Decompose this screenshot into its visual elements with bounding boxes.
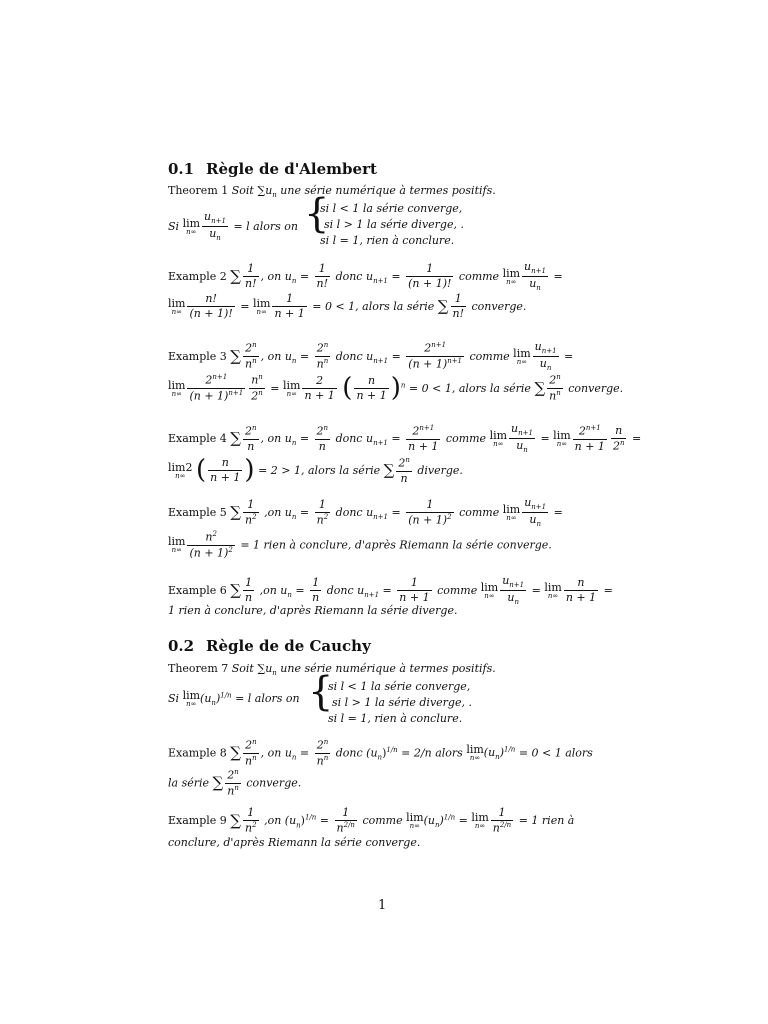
theorem-text: Si [168,219,180,233]
example-label: Example 5 [168,505,227,519]
example-text: = 1 rien à [518,814,575,828]
example-5: Example 5 ∑ $\frac{1}{n^2}$ ,on $u_n$ = $\frac{1}{n^2}$ donc $u_{n+1}$ = $\frac{1}{(n + 1)^2}$ comme lim n∞ $\frac{u_{n+1}}{u_n}$ = lim n∞ $\frac{n^2}{(n + 1)^2}$ = 1 rien à conclure, d'après Riemann la série converge. [168,496,563,560]
example-text: donc u [335,269,374,283]
example-9: Example 9 ∑ $\frac{1}{n^2}$ ,on $(u_n)^{1/n}$ = $\frac{1}{n^{2/n}}$ comme lim n∞ $(u_n)^{1/n}$ = lim n∞ $\frac{1}{n^{2/n}}$ = 1 rien à conclure, d'après Riemann la série converge. [168,806,575,849]
example-text: = 1 rien à conclure, d'après Riemann la série converge. [240,538,552,552]
example-text: converge. [568,381,624,395]
case-line: si l > 1 la série diverge, . [324,218,464,231]
theorem-label: Theorem 1 [168,184,229,197]
example-2: Example 2 ∑ $\frac{1}{n!}$ , on $u_n$ = $\frac{1}{n!}$ donc $u_{n+1}$ = $\frac{1}{(n + 1)!}$ comme lim n∞ $\frac{u_{n+1}}{u_n}$ = lim n∞ $\frac{n!}{(n + 1)!}$ = lim n∞ $\frac{1}{n + 1}$ = 0 < 1, alors la série ∑ $\frac{1}{n!}$ converge. [168,260,563,321]
example-text: ,on u [259,583,288,597]
example-text: comme [362,814,403,828]
example-8: Example 8 ∑ $\frac{2^n}{n^n}$ , on $u_n$ = $\frac{2^n}{n^n}$ donc $(u_n)^{1/n} = 2/n$ alors lim n∞ $(u_n)^{1/n} = 0 < 1$ alors la série ∑ $\frac{2^n}{n^n}$ converge. [168,738,593,798]
section-number: 0.2 [168,637,195,655]
section-title: Règle de de Cauchy [206,637,371,655]
cases-brace: { [304,191,330,237]
case-line: si l = 1, rien à conclure. [328,712,463,725]
example-label: Example 4 [168,431,227,445]
example-text: alors [435,746,463,760]
theorem-label: Theorem 7 [168,662,229,675]
case-line: si l > 1 la série diverge, . [332,696,472,709]
example-text: converge. [246,776,302,790]
example-label: Example 3 [168,349,227,363]
example-text: , on u [260,349,292,363]
example-label: Example 6 [168,583,227,597]
example-label: Example 9 [168,814,227,828]
example-6: Example 6 ∑ $\frac{1}{n}$ ,on $u_n$ = $\frac{1}{n}$ donc $u_{n+1}$ = $\frac{1}{n + 1}$ comme lim n∞ $\frac{u_{n+1}}{u_n}$ = lim n∞ $\frac{n}{n + 1}$ = 1 rien à conclure, d'après Riemann la série diverge. [168,574,613,617]
theorem-text: une série numérique à termes positifs. [280,662,496,675]
theorem-text: Soit ∑u [231,184,273,197]
example-text: = 0 < 1 alors [518,746,593,760]
section-title: Règle de d'Alembert [206,160,377,178]
theorem-7: Theorem 7 Soit $\sum u_n$ une série numérique à termes positifs. Si lim n∞ $(u_n)^{1/n} = l$ alors on { si l < 1 la série converge, si l > 1 la série diverge, . si l = 1, rien à conclure. [168,662,496,725]
example-text: donc u [335,505,374,519]
page-number: 1 [378,898,387,913]
theorem-text: Si [168,692,180,705]
example-text: comme [445,431,487,445]
example-text: diverge. [417,463,463,477]
example-label: Example 8 [168,746,227,760]
case-line: si l < 1 la série converge, [328,680,471,693]
example-4: Example 4 ∑ $\frac{2^n}{n}$ , on $u_n$ = $\frac{2^n}{n}$ donc $u_{n+1}$ = $\frac{2^{n+1}}{n + 1}$ comme lim n∞ $\frac{u_{n+1}}{u_n}$ = lim n∞ $\frac{2^{n+1}}{n + 1}$ $\frac{n}{2^n}$ = lim2 n∞ ( $\frac{n}{n + 1}$ ) = 2 > 1, alors la série ∑ $\frac{2^n}{n}$ diverge. [168,422,642,485]
cases-brace: { [308,669,334,715]
theorem-text: = l alors on [233,219,298,233]
example-label: Example 2 [168,269,227,283]
example-text: conclure, d'après Riemann la série converge. [168,836,421,849]
section-heading-0-2 [168,637,371,655]
math-fraction: $\frac{u_{n+1}}{u_n}$ [204,210,226,243]
example-text: comme [469,349,510,363]
example-text: comme [459,505,500,519]
example-text: donc u [335,349,374,363]
theorem-text: = l alors on [235,692,300,705]
example-text: = 2 > 1, alors la série [258,463,381,477]
case-line: si l = 1, rien à conclure. [320,234,455,247]
example-3: Example 3 ∑ $\frac{2^n}{n^n}$ , on $u_n$ = $\frac{2^n}{n^n}$ donc $u_{n+1}$ = $\frac{2^{n+1}}{(n + 1)^{n+1}}$ comme lim n∞ $\frac{u_{n+1}}{u_n}$ = lim n∞ $\frac{2^{n+1}}{(n + 1)^{n+1}}$ $\frac{n^n}{2^n}$ = lim n∞ $\frac{2}{n + 1}$ ( $\frac{n}{n + 1}$ )$^n$ = 0 < 1, alors la série ∑ $\frac{2^n}{n^n}$ converge. [168,340,624,404]
example-text: = 0 < 1, alors la série [312,299,435,313]
example-text: , on u [260,269,292,283]
math-lim: lim n∞ [182,216,201,236]
case-line: si l < 1 la série converge, [320,202,463,215]
example-text: 1 rien à conclure, d'après Riemann la série diverge. [168,604,458,617]
example-text: donc u [326,583,365,597]
example-text: comme [437,583,478,597]
section-heading-0-1 [168,160,377,178]
example-text: donc (u [335,746,378,760]
example-text: la série [168,776,210,790]
section-number: 0.1 [168,160,195,178]
example-text: , on u [260,431,292,445]
example-text: , on u [260,746,292,760]
example-text: donc u [335,431,374,445]
example-text: ,on (u [264,814,297,828]
example-text: = 0 < 1, alors la série [408,381,531,395]
example-text: converge. [471,299,527,313]
theorem-text: Soit ∑u [231,662,273,675]
example-text: comme [458,269,500,283]
theorem-text: une série numérique à termes positifs. [280,184,496,197]
example-text: ,on u [264,505,292,519]
theorem-1: Theorem 1 Soit $\sum u_n$ une série numérique à termes positifs. Si lim n∞ $\frac{u_{n+1}}{u_n}$ = l alors on { si l < 1 la série converge, si l > 1 la série diverge, . si l = 1, rien à conclure. [168,184,496,247]
